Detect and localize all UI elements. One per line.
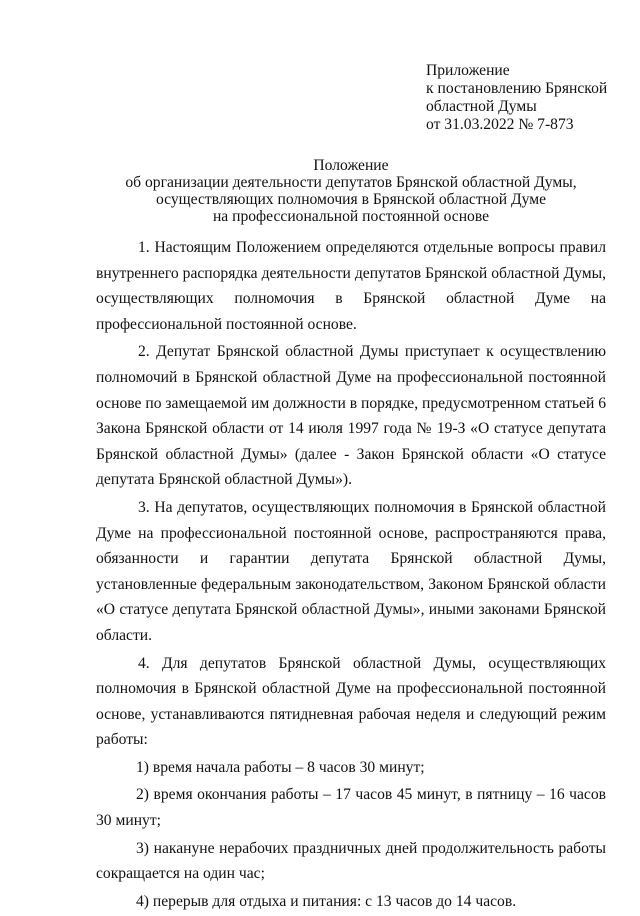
appendix-line-3: областной Думы (426, 98, 537, 115)
paragraph-4: 4. Для депутатов Брянской областной Думы, осуществляющих полномочия в Брянской областной Думе на профессиональной постоянной основе, устанавливаются пятидневная рабочая неделя и следующий режим работы: (96, 654, 606, 749)
appendix-line-1: Приложение (426, 62, 510, 79)
title-line-1: Положение (313, 157, 389, 174)
appendix-header (426, 62, 607, 134)
paragraph-3: 3. На депутатов, осуществляющих полномочия в Брянской областной Думе на профессиональной постоянной основе, распространяются права, обязанности и гарантии депутата Брянской областной Думы, установленные федеральным законодательством, Законом Брянской области «О статусе депутата Брянской областной Думы», иными законами Брянской области. (96, 498, 606, 644)
appendix-line-4: от 31.03.2022 № 7-873 (426, 116, 574, 133)
title-line-4: на профессиональной постоянной основе (212, 208, 490, 225)
title-line-3: осуществляющих полномочия в Брянской областной Думе (155, 191, 547, 208)
document-title (96, 157, 606, 225)
list-item-1: 1) время начала работы – 8 часов 30 минут; (136, 758, 425, 776)
title-line-2: об организации деятельности депутатов Брянской областной Думы, (125, 174, 577, 191)
paragraph-1: 1. Настоящим Положением определяются отдельные вопросы правил внутреннего распорядка деятельности депутатов Брянской областной Думы, осуществляющих полномочия в Брянской областной Думе на профессиональной постоянной основе. (96, 239, 606, 333)
document-body (96, 235, 606, 916)
paragraph-2: 2. Депутат Брянской областной Думы приступает к осуществлению полномочий в Брянской областной Думе на профессиональной постоянной основе по замещаемой им должности в порядке, предусмотренном статьей 6 Закона Брянской области от 14 июля 1997 года № 19-З «О статусе депутата Брянской областной Думы» (далее - Закон Брянской области «О статусе депутата Брянской областной Думы»). (96, 343, 606, 489)
appendix-line-2: к постановлению Брянской (426, 80, 608, 97)
list-item-2: 2) время окончания работы – 17 часов 45 минут, в пятницу – 16 часов 30 минут; (96, 786, 606, 830)
list-item-4: 4) перерыв для отдыха и питания: с 13 часов до 14 часов. (136, 892, 517, 910)
list-item-3: 3) накануне нерабочих праздничных дней продолжительность работы сокращается на один час; (96, 839, 606, 883)
